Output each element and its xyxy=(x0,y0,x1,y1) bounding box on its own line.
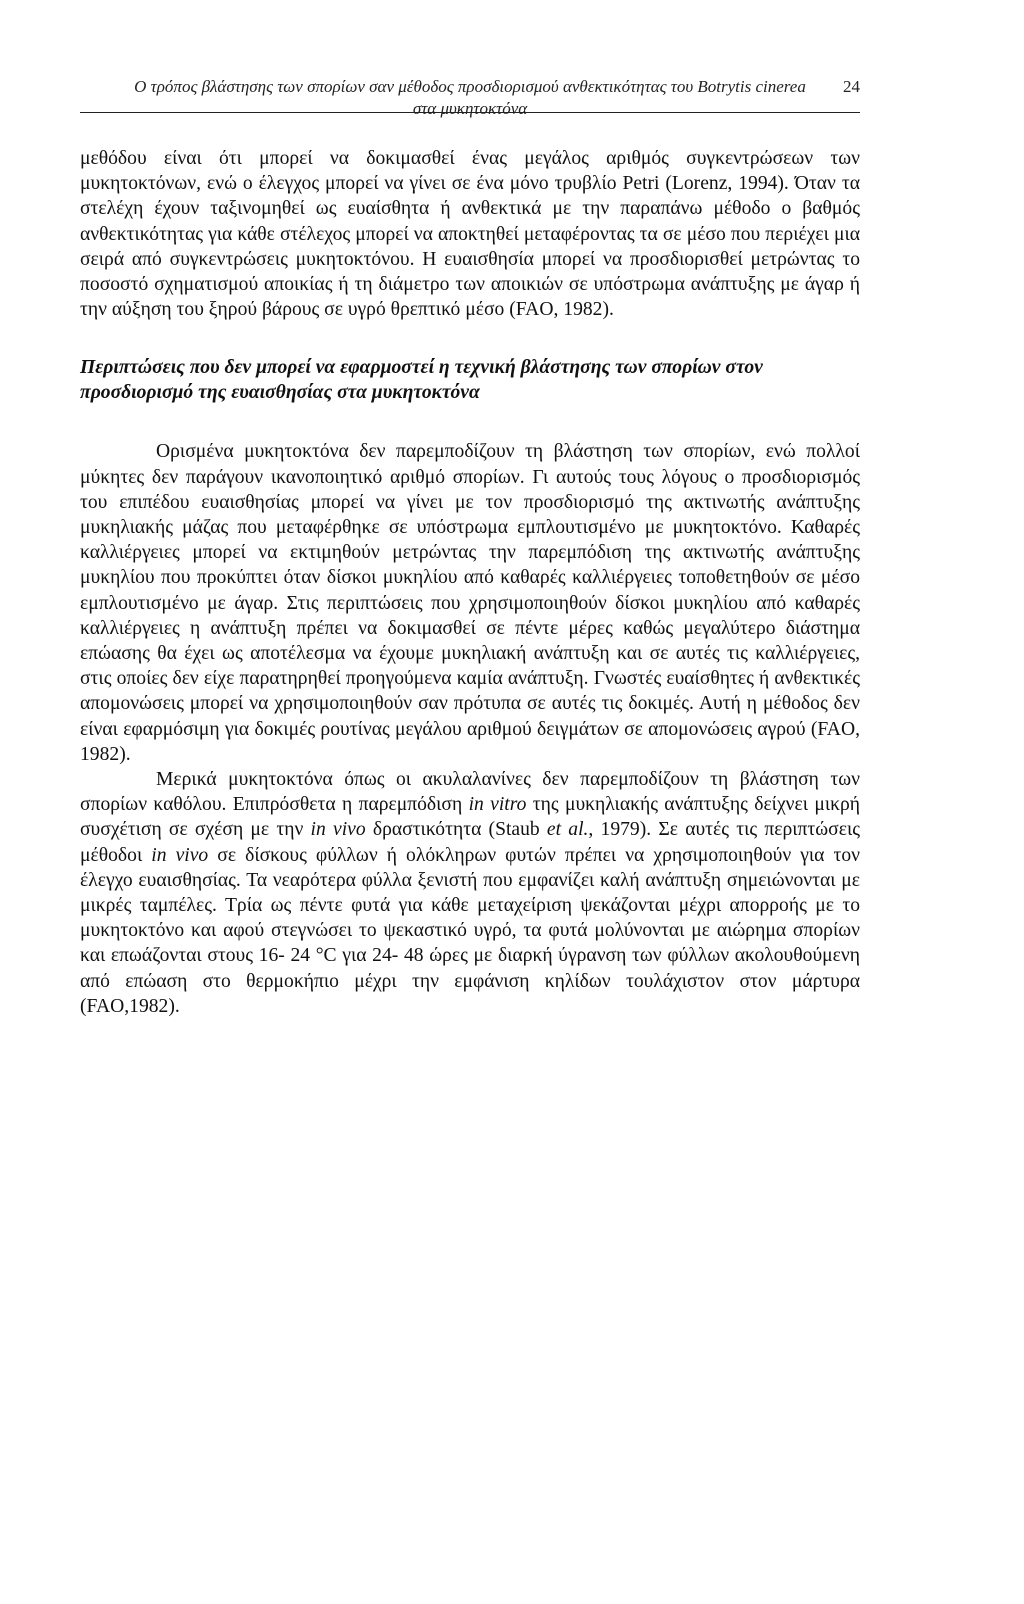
document-body xyxy=(80,146,860,1019)
page-number: 24 xyxy=(843,77,860,96)
p3-in-vitro: in vitro xyxy=(468,794,527,816)
p3-et-al: et al. xyxy=(546,819,589,841)
p3-text-4: , 1979). Σε αυτές τις περιπτώσεις μέθοδοι xyxy=(80,819,860,866)
p3-text-1: Μερικά μυκητοκτόνα όπως οι ακυλαλανίνες δεν παρεμποδίζουν τη βλάστηση των σπορίων καθόλου. Επιπρόσθετα η παρεμπόδιση xyxy=(80,769,860,816)
p3-in-vivo-1: in vivo xyxy=(310,819,366,841)
running-header xyxy=(80,76,860,120)
header-title-line1: Ο τρόπος βλάστησης των σπορίων σαν μέθοδος προσδιορισμού ανθεκτικότητας του Botrytis cinerea xyxy=(134,77,806,96)
p3-text-5: σε δίσκους φύλλων ή ολόκληρων φυτών πρέπει να χρησιμοποιηθούν για τον έλεγχο ευαισθησίας. Τα νεαρότερα φύλλα ξενιστή που εμφανίζει καλή ανάπτυξη σημειώνονται με μικρές ταμπέλες. Τρία ως πέντε φυτά για κάθε μεταχείριση ψεκάζονται μέχρι απορροής με το μυκητοκτόνο και αφού στεγνώσει το ψεκαστικό υγρό, τα φυτά μολύνονται με αιώρημα σπορίων και επωάζονται στους 16- 24 °C για 24- 48 ώρες με διαρκή ύγρανση των φύλλων ακολουθούμενη από επώαση στο θερμοκήπιο μέχρι την εμφάνιση κηλίδων τουλάχιστον στον μάρτυρα (FAO,1982). xyxy=(80,844,860,1017)
paragraph-3 xyxy=(80,767,860,1019)
section-spacer xyxy=(80,405,860,439)
p3-in-vivo-2: in vivo xyxy=(151,844,209,866)
p3-text-3: δραστικότητα (Staub xyxy=(365,819,547,841)
header-title-line2: στα μυκητοκτόνα xyxy=(412,99,528,118)
paragraph-2: Ορισμένα μυκητοκτόνα δεν παρεμποδίζουν τη βλάστηση των σπορίων, ενώ πολλοί μύκητες δεν παράγουν ικανοποιητικό αριθμό σπορίων. Γι αυτούς τους λόγους ο προσδιορισμός του επιπέδου ευαισθησίας μπορεί να γίνει με τον προσδιορισμό της ακτινωτής ανάπτυξης μυκηλιακής μάζας που μεταφέρθηκε σε υπόστρωμα εμπλουτισμένο με μυκητοκτόνο. Καθαρές καλλιέργειες μπορεί να εκτιμηθούν μετρώντας την παρεμπόδιση της ακτινωτής ανάπτυξης μυκηλίου που προκύπτει όταν δίσκοι μυκηλίου από καθαρές καλλιέργειες τοποθετηθούν σε μέσο εμπλουτισμένο με άγαρ. Στις περιπτώσεις που χρησιμοποιηθούν δίσκοι μυκηλίου από καθαρές καλλιέργειες η ανάπτυξη πρέπει να δοκιμασθεί σε πέντε μέρες καθώς μεγαλύτερο διάστημα επώασης θα έχει ως αποτέλεσμα να έχουμε μυκηλιακή ανάπτυξη και σε αυτές τις καλλιέργειες, στις οποίες δεν είχε παρατηρηθεί προηγούμενα καμία ανάπτυξη. Γνωστές ευαίσθητες ή ανθεκτικές απομονώσεις μπορεί να χρησιμοποιηθούν σαν πρότυπα σε αυτές τις δοκιμές. Αυτή η μέθοδος δεν είναι εφαρμόσιμη για δοκιμές ρουτίνας μεγάλου αριθμού δειγμάτων σε απομονώσεις αγρού (FAO, 1982). xyxy=(80,441,860,765)
paragraph-1: μεθόδου είναι ότι μπορεί να δοκιμασθεί ένας μεγάλος αριθμός συγκεντρώσεων των μυκητοκτόνων, ενώ ο έλεγχος μπορεί να γίνει σε ένα μόνο τρυβλίο Petri (Lorenz, 1994). Όταν τα στελέχη έχουν ταξινομηθεί ως ευαίσθητα ή ανθεκτικά με την παραπάνω μέθοδο ο βαθμός ανθεκτικότητας για κάθε στέλεχος μπορεί να αποκτηθεί μεταφέροντας τα σε μέσο που περιέχει μια σειρά από συγκεντρώσεις μυκητοκτόνου. Η ευαισθησία μπορεί να προσδιορισθεί μετρώντας το ποσοστό σχηματισμού αποικίας ή τη διάμετρο των αποικιών σε υπόστρωμα ανάπτυξης με άγαρ ή την αύξηση του ξηρού βάρους σε υγρό θρεπτικό μέσο (FAO, 1982). xyxy=(80,148,860,321)
p3-text-2: της μυκηλιακής ανάπτυξης δείχνει μικρή συσχέτιση σε σχέση με την xyxy=(80,794,861,841)
section-heading: Περιπτώσεις που δεν μπορεί να εφαρμοστεί η τεχνική βλάστησης των σπορίων στον προσδιορισμό της ευαισθησίας στα μυκητοκτόνα xyxy=(80,357,763,404)
header-rule xyxy=(80,112,860,113)
